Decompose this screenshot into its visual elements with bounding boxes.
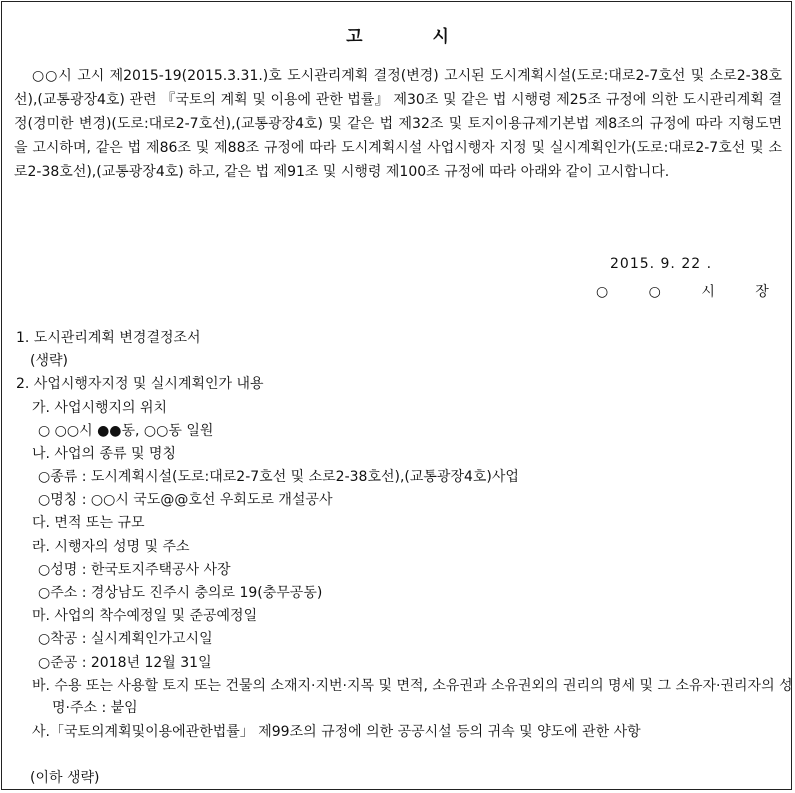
item-na-title: 나. 사업의 종류 및 명칭: [32, 446, 176, 462]
item-ga-title: 가. 사업시행지의 위치: [32, 400, 168, 416]
item-ma-title: 마. 사업의 착수예정일 및 준공예정일: [32, 608, 258, 624]
item-na-name: ○명칭 : ○○시 국도@@호선 우회도로 개설공사: [38, 492, 333, 508]
item-na-type: ○종류 : 도시계획시설(도로:대로2-7호선 및 소로2-38호선),(교통광장4호)사업: [38, 469, 519, 485]
item-ma-start: ○착공 : 실시계획인가고시일: [38, 631, 213, 647]
notice-signer: ○ ○ 시 장: [596, 284, 787, 300]
item-ma-end: ○준공 : 2018년 12월 31일: [38, 655, 212, 671]
notice-date: 2015. 9. 22 .: [610, 256, 713, 272]
end-omitted: (이하 생략): [30, 770, 100, 786]
item-sa: 사.「국토의계획및이용에관한법률」 제99조의 규정에 의한 공공시설 등의 귀속 및 양도에 관한 사항: [32, 724, 641, 740]
item-ra-title: 라. 시행자의 성명 및 주소: [32, 539, 190, 555]
item-ra-name: ○성명 : 한국토지주택공사 사장: [38, 562, 231, 578]
notice-body: ○○시 고시 제2015-19(2015.3.31.)호 도시관리계획 결정(변경) 고시된 도시계획시설(도로:대로2-7호선 및 소로2-38호선),(교통광장4호) 관련 『국토의 계획 및 이용에 관한 법률』 제30조 및 같은 법 시행령 제25조 규정에 의한 도시관리계획 결정(경미한 변경)(도로:대로2-7호선),(교통광장4호) 및 같은 법 제32조 및 토지이용규제기본법 제8조의 규정에 따라 지형도면을 고시하며, 같은 법 제86조 및 제88조 규정에 따라 도시계획시설 사업시행자 지정 및 실시계획인가(도로:대로2-7호선 및 소로2-38호선),(교통광장4호) 하고, 같은 법 제91조 및 시행령 제100조 규정에 따라 아래와 같이 고시합니다.: [14, 68, 782, 180]
section-2-title: 2. 사업시행자지정 및 실시계획인가 내용: [16, 376, 264, 392]
item-ra-address: ○주소 : 경상남도 진주시 충의로 19(충무공동): [38, 585, 323, 601]
notice-title: 고 시: [346, 27, 481, 47]
section-1-title: 1. 도시관리계획 변경결정조서: [16, 330, 201, 346]
item-ga-location: ○ ○○시 ●●동, ○○동 일원: [38, 423, 214, 439]
section-1-omitted: (생략): [30, 353, 68, 369]
item-da-title: 다. 면적 또는 규모: [32, 515, 145, 531]
item-ba: 바. 수용 또는 사용할 토지 또는 건물의 소재지·지번·지목 및 면적, 소유권과 소유권외의 권리의 명세 및 그 소유자·권리자의 성명·주소 : 붙임: [32, 678, 793, 716]
